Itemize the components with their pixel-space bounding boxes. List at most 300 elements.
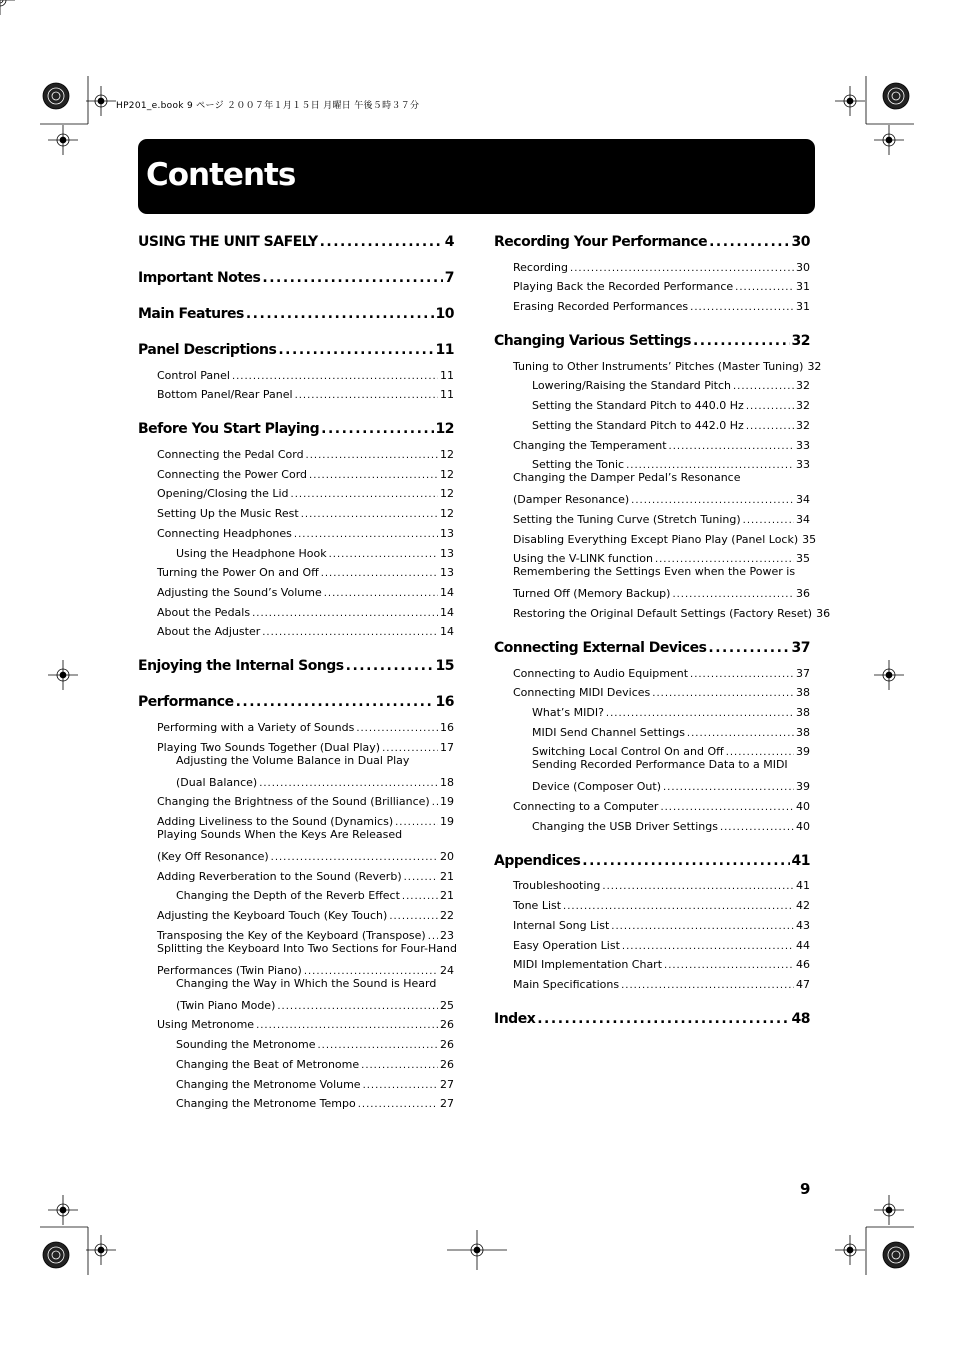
toc-entry-link[interactable]: [494, 353, 822, 373]
entry-page: 14: [440, 605, 454, 619]
entry-page: 35: [802, 532, 817, 546]
toc-entry-link[interactable]: [138, 1031, 454, 1051]
dot-leader: [660, 802, 794, 813]
entry-title: Adding Liveliness to the Sound (Dynamics): [157, 815, 394, 828]
toc-entry-link[interactable]: [138, 500, 454, 520]
toc-entry-link[interactable]: [494, 932, 810, 952]
toc-entry-link[interactable]: [494, 582, 810, 600]
entry-title: About the Pedals: [157, 605, 251, 619]
entry-page: 21: [440, 869, 454, 883]
toc-entry-link[interactable]: [138, 771, 454, 789]
toc-entry-link[interactable]: [138, 1071, 454, 1091]
dot-leader: [259, 778, 438, 789]
toc-entry-link[interactable]: [138, 362, 454, 382]
toc-chapter-link[interactable]: [138, 302, 454, 322]
entry-title: Adjusting the Keyboard Touch (Key Touch): [157, 909, 388, 923]
dot-leader: [626, 460, 794, 471]
toc-entry-link[interactable]: [494, 660, 810, 680]
chapter-page: 7: [444, 270, 454, 286]
dot-leader: [743, 515, 794, 526]
entry-title: Performing with a Variety of Sounds: [157, 720, 355, 734]
entry-page: 11: [440, 388, 454, 402]
entry-first-line: Changing the Damper Pedal’s Resonance: [513, 471, 741, 485]
dot-leader: [720, 822, 794, 833]
dot-leader: [606, 708, 794, 719]
entry-page: 31: [796, 280, 810, 294]
dot-leader: [669, 441, 794, 452]
toc-entry-link[interactable]: [494, 526, 817, 546]
chapter-page: 37: [791, 639, 810, 656]
entry-page: 43: [796, 918, 810, 932]
toc-entry-link[interactable]: [138, 808, 454, 828]
dot-leader: [563, 901, 794, 912]
entry-page: 19: [440, 795, 454, 809]
toc-entry-link[interactable]: [138, 845, 454, 863]
dot-leader: [733, 381, 794, 392]
dot-leader: [320, 234, 443, 250]
toc-entry-link[interactable]: [494, 699, 810, 719]
dot-leader: [746, 421, 794, 432]
chapter-title: Recording Your Performance: [494, 234, 708, 250]
entry-title: Changing the Temperament: [513, 438, 667, 452]
toc-left-column: [138, 230, 457, 1126]
entry-title: Adjusting the Sound’s Volume: [157, 585, 322, 599]
dot-leader: [690, 302, 794, 313]
entry-page: 13: [440, 526, 454, 540]
entry-page: 18: [440, 775, 454, 789]
chapter-page: 15: [435, 658, 454, 675]
chapter-page: 10: [435, 306, 454, 322]
entry-page: 14: [440, 585, 454, 599]
toc-entry-link[interactable]: [494, 873, 810, 893]
entry-title: Adding Reverberation to the Sound (Reverb): [157, 869, 402, 883]
chapter-title: Important Notes: [138, 270, 261, 286]
toc-entry-multiline[interactable]: [494, 565, 810, 600]
entry-first-line: Splitting the Keyboard Into Two Sections for Four-Hand: [157, 941, 457, 955]
chapter-title: Index: [494, 1010, 536, 1027]
entry-title: Opening/Closing the Lid: [157, 487, 289, 501]
toc-section: [494, 1007, 810, 1027]
toc-entry-link[interactable]: [494, 892, 810, 912]
toc-entry-link[interactable]: [494, 488, 810, 506]
entry-title: What’s MIDI?: [532, 706, 604, 719]
entry-first-line: Sending Recorded Performance Data to a MIDI: [532, 758, 788, 772]
chapter-title: Performance: [138, 694, 234, 711]
dot-leader: [432, 797, 438, 808]
entry-title: Connecting to Audio Equipment: [513, 666, 689, 680]
dot-leader: [252, 608, 438, 619]
entry-title: Playing Back the Recorded Performance: [513, 280, 734, 294]
entry-title: Recording: [513, 260, 569, 274]
toc-chapter-link[interactable]: [494, 329, 810, 349]
entry-title: Turning the Power On and Off: [157, 566, 319, 580]
toc-entry-link[interactable]: [494, 392, 810, 412]
toc-entry-link[interactable]: [138, 481, 454, 501]
entry-page: 14: [440, 625, 454, 639]
entry-title: Changing the Metronome Tempo: [176, 1097, 356, 1111]
toc-entry-link[interactable]: [138, 1012, 454, 1032]
toc-section: [138, 302, 454, 322]
toc-section: [138, 338, 454, 401]
entry-title: Changing the Metronome Volume: [176, 1077, 361, 1091]
dot-leader: [363, 1080, 438, 1091]
entry-page: 38: [796, 706, 810, 719]
entry-first-line: Changing the Way in Which the Sound is Heard: [176, 976, 437, 990]
toc-entry-link[interactable]: [494, 971, 810, 991]
toc-entry-link[interactable]: [138, 922, 454, 942]
entry-page: 19: [440, 815, 454, 828]
dot-leader: [687, 728, 794, 739]
chapter-title: Changing Various Settings: [494, 333, 691, 350]
dot-leader: [709, 234, 789, 250]
dot-leader: [256, 1020, 438, 1031]
entry-page: 12: [440, 467, 454, 481]
entry-title: (Damper Resonance): [513, 493, 630, 507]
entry-page: 12: [440, 448, 454, 462]
dot-leader: [356, 723, 438, 734]
toc-entry-link[interactable]: [494, 775, 810, 793]
entry-title: Internal Song List: [513, 918, 610, 932]
entry-page: 33: [796, 438, 810, 452]
toc-entry-link[interactable]: [138, 902, 454, 922]
dot-leader: [537, 1011, 789, 1027]
dot-leader: [735, 282, 794, 293]
dot-leader: [570, 263, 794, 274]
entry-page: 34: [796, 512, 810, 526]
chapter-title: Connecting External Devices: [494, 639, 707, 656]
toc-chapter-link[interactable]: [494, 636, 810, 656]
dot-leader: [389, 911, 438, 922]
toc-section: [494, 329, 831, 620]
toc-entry-link[interactable]: [138, 520, 454, 540]
toc-entry-link[interactable]: [138, 789, 454, 809]
toc-chapter-link[interactable]: [494, 1007, 810, 1027]
toc-entry-link[interactable]: [494, 952, 810, 972]
entry-title: Changing the Beat of Metronome: [176, 1057, 360, 1071]
entry-title: Sounding the Metronome: [176, 1038, 316, 1052]
toc-entry-multiline[interactable]: [138, 754, 454, 789]
toc-entry-multiline[interactable]: [494, 758, 810, 793]
entry-page: 27: [440, 1097, 454, 1111]
entry-title: Changing the Depth of the Reverb Effect: [176, 889, 400, 903]
toc-entry-link[interactable]: [494, 739, 810, 759]
entry-title: (Key Off Resonance): [157, 850, 269, 863]
entry-page: 32: [796, 379, 810, 393]
entry-title: Connecting Headphones: [157, 526, 292, 540]
entry-page: 13: [440, 566, 454, 580]
toc-entry-link[interactable]: [138, 540, 454, 560]
entry-page: 16: [440, 720, 454, 734]
toc-entry-link[interactable]: [494, 912, 810, 932]
toc-section: [494, 636, 810, 833]
dot-leader: [236, 694, 434, 710]
dot-leader: [321, 568, 438, 579]
toc-entry-link[interactable]: [138, 579, 454, 599]
entry-page: 44: [796, 938, 810, 952]
entry-page: 25: [440, 998, 454, 1012]
chapter-page: 32: [791, 333, 810, 350]
dot-leader: [690, 669, 794, 680]
toc-entry-link[interactable]: [494, 506, 810, 526]
dot-leader: [294, 529, 438, 540]
dot-leader: [655, 554, 794, 565]
toc-entry-multiline[interactable]: [138, 941, 457, 977]
entry-page: 39: [796, 745, 810, 759]
entry-title: Connecting the Pedal Cord: [157, 448, 304, 462]
dot-leader: [295, 390, 438, 401]
entry-page: 13: [440, 546, 454, 560]
dot-leader: [321, 421, 433, 437]
entry-title: Performances (Twin Piano): [157, 963, 302, 977]
toc-section: [494, 230, 810, 313]
chapter-page: 4: [444, 234, 454, 250]
dot-leader: [404, 872, 438, 883]
toc-entry-link[interactable]: [138, 883, 454, 903]
entry-title: MIDI Implementation Chart: [513, 958, 663, 972]
toc-entry-link[interactable]: [138, 461, 454, 481]
page-number: 9: [800, 1180, 811, 1198]
dot-leader: [664, 960, 794, 971]
toc-entry-link[interactable]: [494, 600, 831, 620]
chapter-title: Panel Descriptions: [138, 342, 277, 358]
entry-title: Device (Composer Out): [532, 780, 661, 794]
entry-title: Turned Off (Memory Backup): [513, 587, 671, 601]
toc-section: [138, 230, 454, 250]
dot-leader: [246, 306, 434, 322]
toc-entry-link[interactable]: [138, 994, 454, 1012]
toc-entry-link[interactable]: [138, 619, 454, 639]
dot-leader: [306, 450, 438, 461]
dot-leader: [611, 921, 794, 932]
entry-title: Setting the Standard Pitch to 440.0 Hz: [532, 399, 744, 413]
dot-leader: [262, 270, 442, 286]
entry-first-line: Playing Sounds When the Keys Are Released: [157, 828, 403, 841]
toc-entry-multiline[interactable]: [138, 977, 454, 1012]
toc-section: [138, 266, 454, 286]
toc-entry-multiline[interactable]: [494, 471, 810, 506]
toc-entry-link[interactable]: [494, 546, 810, 566]
toc-entry-link[interactable]: [138, 382, 454, 402]
entry-page: 20: [440, 850, 454, 863]
toc-entry-link[interactable]: [494, 432, 810, 452]
dot-leader: [708, 640, 789, 656]
toc-entry-link[interactable]: [138, 734, 454, 754]
entry-title: Playing Two Sounds Together (Dual Play): [157, 740, 381, 754]
entry-title: Connecting the Power Cord: [157, 467, 308, 481]
dot-leader: [329, 549, 438, 560]
dot-leader: [317, 1040, 438, 1051]
entry-title: Lowering/Raising the Standard Pitch: [532, 379, 731, 393]
entry-title: Tuning to Other Instruments’ Pitches (Master Tuning): [513, 359, 804, 373]
entry-title: Using Metronome: [157, 1018, 255, 1032]
dot-leader: [324, 588, 438, 599]
toc-entry-link[interactable]: [494, 680, 810, 700]
toc-chapter-link[interactable]: [138, 266, 454, 286]
chapter-title: Appendices: [494, 852, 581, 869]
entry-page: 39: [796, 780, 810, 794]
chapter-page: 30: [791, 234, 810, 250]
toc-entry-link[interactable]: [138, 441, 454, 461]
entry-page: 12: [440, 487, 454, 501]
entry-title: Bottom Panel/Rear Panel: [157, 388, 293, 402]
entry-page: 35: [796, 552, 810, 566]
dot-leader: [672, 589, 794, 600]
dot-leader: [693, 333, 790, 349]
dot-leader: [291, 489, 438, 500]
entry-title: Changing the USB Driver Settings: [532, 819, 718, 833]
dot-leader: [301, 509, 438, 520]
page-title: Contents: [146, 157, 296, 193]
entry-title: Connecting MIDI Devices: [513, 686, 651, 700]
toc-entry-link[interactable]: [138, 560, 454, 580]
entry-title: Changing the Brightness of the Sound (Brilliance): [157, 795, 430, 809]
title-banner: [138, 139, 815, 214]
toc-right-column: [494, 230, 831, 1043]
entry-page: 38: [796, 725, 810, 739]
dot-leader: [232, 371, 438, 382]
entry-title: Restoring the Original Default Settings (Factory Reset): [513, 606, 813, 620]
chapter-title: Enjoying the Internal Songs: [138, 658, 344, 675]
entry-title: Easy Operation List: [513, 938, 620, 952]
toc-entry-link[interactable]: [138, 1051, 454, 1071]
toc-section: [138, 417, 454, 638]
toc-entry-link[interactable]: [494, 793, 810, 813]
dot-leader: [631, 495, 794, 506]
chapter-page: 48: [791, 1010, 810, 1027]
toc-entry-link[interactable]: [494, 412, 810, 432]
toc-section: [138, 654, 454, 674]
toc-chapter-link[interactable]: [138, 690, 454, 710]
toc-entry-link[interactable]: [494, 719, 810, 739]
dot-leader: [746, 401, 794, 412]
dot-leader: [428, 931, 438, 942]
entry-title: Disabling Everything Except Piano Play (Panel Lock): [513, 532, 799, 546]
toc-chapter-link[interactable]: [138, 654, 454, 674]
entry-page: 26: [440, 1038, 454, 1052]
chapter-title: Main Features: [138, 306, 244, 322]
chapter-page: 41: [791, 852, 810, 869]
entry-page: 40: [796, 800, 810, 814]
dot-leader: [277, 1001, 438, 1012]
toc-entry-link[interactable]: [494, 293, 810, 313]
entry-page: 32: [807, 359, 822, 373]
toc-entry-link[interactable]: [138, 863, 454, 883]
entry-page: 46: [796, 958, 810, 972]
dot-leader: [346, 658, 434, 674]
entry-first-line: Remembering the Settings Even when the Power is: [513, 565, 796, 579]
dot-leader: [361, 1060, 438, 1071]
entry-page: 38: [796, 686, 810, 700]
dot-leader: [309, 470, 438, 481]
entry-page: 30: [796, 260, 810, 274]
entry-page: 32: [796, 399, 810, 413]
toc-entry-link[interactable]: [494, 813, 810, 833]
chapter-page: 16: [435, 694, 454, 711]
entry-title: Switching Local Control On and Off: [532, 745, 724, 759]
dot-leader: [602, 881, 794, 892]
toc-entry-multiline[interactable]: [138, 828, 454, 863]
entry-title: Main Specifications: [513, 977, 620, 991]
entry-title: Using the Headphone Hook: [176, 546, 327, 560]
chapter-page: 12: [435, 421, 454, 438]
entry-first-line: Adjusting the Volume Balance in Dual Play: [176, 753, 410, 767]
toc-chapter-link[interactable]: [494, 230, 810, 250]
entry-title: Connecting to a Computer: [513, 800, 659, 814]
dot-leader: [402, 891, 438, 902]
dot-leader: [304, 966, 438, 977]
entry-title: Setting the Tonic: [532, 458, 625, 472]
dot-leader: [395, 817, 438, 828]
entry-title: Setting the Standard Pitch to 442.0 Hz: [532, 418, 744, 432]
entry-page: 17: [440, 740, 454, 754]
entry-page: 11: [440, 368, 454, 382]
toc-chapter-link[interactable]: [494, 849, 810, 869]
toc-chapter-link[interactable]: [138, 417, 454, 437]
entry-page: 26: [440, 1057, 454, 1071]
entry-title: Troubleshooting: [513, 879, 601, 893]
entry-page: 31: [796, 300, 810, 314]
entry-title: About the Adjuster: [157, 625, 261, 639]
print-header: HP201_e.book 9 ページ ２００７年１月１５日 月曜日 午後５時３７分: [116, 101, 420, 111]
dot-leader: [621, 980, 794, 991]
dot-leader: [663, 782, 794, 793]
entry-title: Transposing the Key of the Keyboard (Transpose): [157, 928, 426, 942]
entry-page: 12: [440, 507, 454, 521]
dot-leader: [382, 743, 438, 754]
chapter-title: Before You Start Playing: [138, 421, 320, 438]
entry-page: 32: [796, 418, 810, 432]
toc-entry-link[interactable]: [494, 274, 810, 294]
toc-chapter-link[interactable]: [138, 338, 454, 358]
entry-title: Setting the Tuning Curve (Stretch Tuning): [513, 512, 741, 526]
dot-leader: [278, 342, 433, 358]
entry-page: 21: [440, 889, 454, 903]
entry-page: 36: [816, 606, 831, 620]
entry-title: Control Panel: [157, 368, 230, 382]
toc-entry-link[interactable]: [138, 959, 454, 977]
toc-entry-link[interactable]: [138, 714, 454, 734]
dot-leader: [622, 941, 794, 952]
entry-page: 40: [796, 819, 810, 833]
entry-page: 37: [796, 666, 810, 680]
toc-chapter-link[interactable]: [138, 230, 454, 250]
dot-leader: [652, 688, 794, 699]
entry-page: 23: [440, 928, 454, 942]
dot-leader: [726, 747, 794, 758]
entry-page: 24: [440, 963, 454, 977]
entry-title: Using the V-LINK function: [513, 552, 653, 566]
toc-entry-link[interactable]: [494, 373, 810, 393]
entry-page: 33: [796, 458, 810, 472]
entry-page: 22: [440, 909, 454, 923]
toc-entry-link[interactable]: [494, 452, 810, 472]
entry-page: 27: [440, 1077, 454, 1091]
entry-title: Tone List: [513, 899, 562, 913]
dot-leader: [582, 853, 789, 869]
entry-title: (Dual Balance): [176, 775, 258, 789]
dot-leader: [262, 627, 438, 638]
entry-page: 34: [796, 493, 810, 507]
toc-entry-link[interactable]: [138, 599, 454, 619]
entry-title: MIDI Send Channel Settings: [532, 725, 685, 739]
entry-page: 47: [796, 977, 810, 991]
entry-title: Setting Up the Music Rest: [157, 507, 299, 521]
chapter-title: USING THE UNIT SAFELY: [138, 234, 318, 250]
entry-page: 42: [796, 899, 810, 913]
entry-title: (Twin Piano Mode): [176, 998, 276, 1012]
toc-entry-link[interactable]: [138, 1091, 454, 1111]
toc-entry-link[interactable]: [494, 254, 810, 274]
